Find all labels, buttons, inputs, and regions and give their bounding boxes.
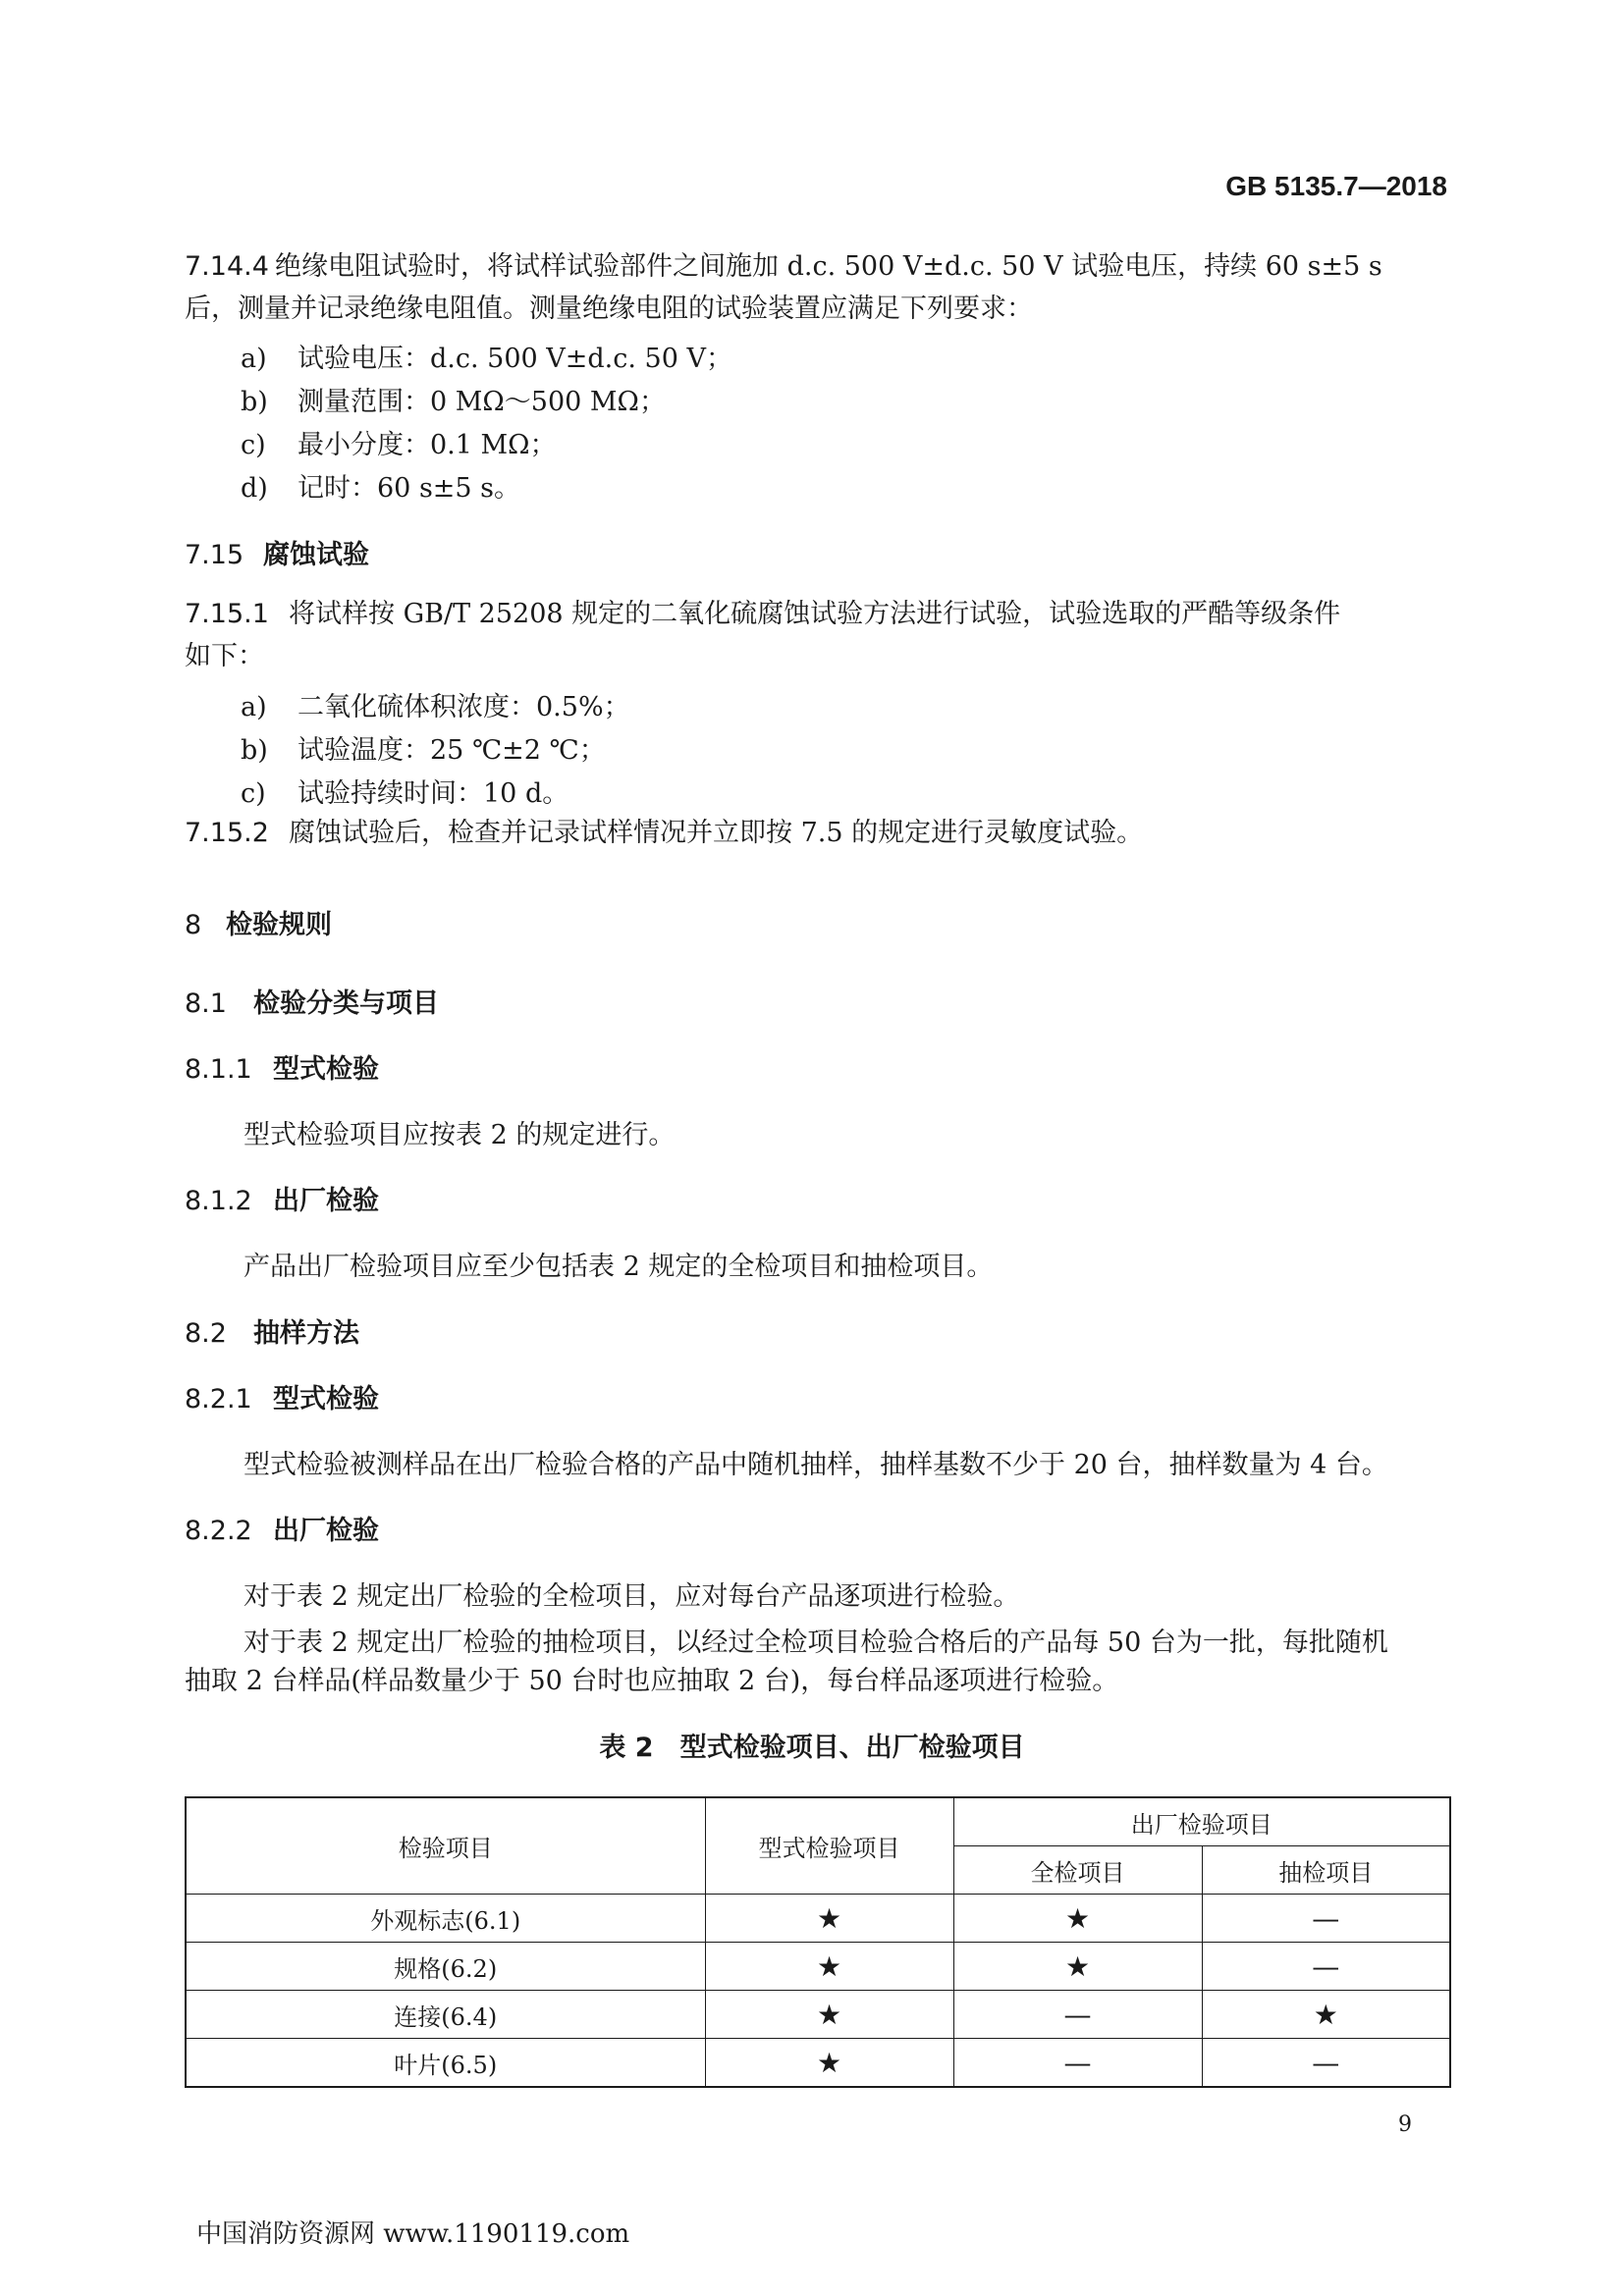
header-inspection-item: 检验项目 [186, 1797, 705, 1895]
heading-number: 8.1.2 [185, 1186, 252, 1216]
paragraph-8-1-2: 产品出厂检验项目应至少包括表 2 规定的全检项目和抽检项目。 [244, 1252, 994, 1282]
cell-full: — [953, 2039, 1202, 2088]
heading-8-2 [185, 1311, 359, 1350]
cell-full: ★ [953, 1895, 1202, 1943]
heading-8-1 [185, 982, 439, 1020]
footer-watermark: 中国消防资源网 www.1190119.com [196, 2219, 630, 2249]
heading-number: 8 [185, 910, 202, 940]
cell-sample: ★ [1202, 1991, 1450, 2039]
list-text: 测量范围：0 MΩ～500 MΩ； [298, 387, 666, 417]
cell-type: ★ [705, 2039, 953, 2088]
paragraph-8-2-1: 型式检验被测样品在出厂检验合格的产品中随机抽样，抽样基数不少于 20 台，抽样数量为 4 台。 [244, 1450, 1388, 1480]
header-full-inspection: 全检项目 [953, 1846, 1202, 1895]
table-row [186, 1895, 1450, 1943]
list-text: 最小分度：0.1 MΩ； [298, 430, 557, 460]
cell-item: 外观标志(6.1) [186, 1895, 705, 1943]
cell-sample: — [1202, 2039, 1450, 2088]
heading-title: 型式检验 [273, 1384, 379, 1415]
list-label: a) [241, 344, 267, 374]
cell-sample: — [1202, 1943, 1450, 1991]
table-row [186, 1991, 1450, 2039]
clause-number: 7.15.1 [185, 599, 269, 629]
cell-type: ★ [705, 1895, 953, 1943]
cell-item: 连接(6.4) [186, 1991, 705, 2039]
paragraph-7-14-4-line2: 后，测量并记录绝缘电阻值。测量绝缘电阻的试验装置应满足下列要求： [185, 294, 1033, 324]
cell-item: 叶片(6.5) [186, 2039, 705, 2088]
heading-title: 检验分类与项目 [253, 988, 439, 1019]
heading-number: 8.2.1 [185, 1384, 252, 1415]
table-row [186, 1943, 1450, 1991]
heading-title: 出厂检验 [273, 1516, 379, 1546]
list-item [241, 685, 630, 723]
list-text: 试验电压：d.c. 500 V±d.c. 50 V； [298, 344, 732, 374]
heading-8-2-2 [185, 1509, 379, 1547]
header-factory-test: 出厂检验项目 [953, 1797, 1450, 1846]
heading-8 [185, 903, 332, 941]
list-label: c) [241, 778, 266, 809]
header-sample-inspection: 抽检项目 [1202, 1846, 1450, 1895]
paragraph-8-1-1: 型式检验项目应按表 2 的规定进行。 [244, 1120, 676, 1150]
heading-8-2-1 [185, 1377, 379, 1415]
header-type-test: 型式检验项目 [705, 1797, 953, 1895]
paragraph-7-15-1-line1 [185, 596, 1340, 633]
list-label: c) [241, 430, 266, 460]
paragraph-8-2-2-b-line2: 抽取 2 台样品(样品数量少于 50 台时也应抽取 2 台)，每台样品逐项进行检验。 [185, 1666, 1119, 1696]
list-text: 记时：60 s±5 s。 [298, 473, 521, 504]
list-item [241, 380, 666, 418]
clause-text: 将试样按 GB/T 25208 规定的二氧化硫腐蚀试验方法进行试验，试验选取的严酷等级条件 [289, 599, 1341, 629]
heading-8-1-1 [185, 1047, 379, 1086]
paragraph-7-15-2 [185, 815, 1143, 852]
heading-number: 8.1 [185, 988, 227, 1019]
paragraph-7-15-1-line2: 如下： [185, 641, 264, 671]
cell-full: ★ [953, 1943, 1202, 1991]
list-item [241, 466, 520, 505]
heading-title: 检验规则 [226, 910, 332, 940]
list-text: 二氧化硫体积浓度：0.5%； [298, 692, 630, 722]
list-item [241, 423, 557, 461]
heading-number: 8.2.2 [185, 1516, 252, 1546]
heading-number: 7.15 [185, 540, 244, 570]
list-item [241, 772, 568, 810]
heading-7-15 [185, 533, 369, 571]
list-item [241, 337, 732, 375]
table-caption: 表 2 型式检验项目、出厂检验项目 [599, 1733, 1025, 1763]
list-item [241, 728, 606, 767]
heading-title: 抽样方法 [253, 1318, 359, 1349]
list-label: b) [241, 387, 268, 417]
heading-title: 型式检验 [273, 1054, 379, 1085]
heading-title: 出厂检验 [273, 1186, 379, 1216]
list-label: d) [241, 473, 268, 504]
paragraph-8-2-2-a: 对于表 2 规定出厂检验的全检项目，应对每台产品逐项进行检验。 [244, 1581, 1020, 1612]
heading-number: 8.1.1 [185, 1054, 252, 1085]
heading-title: 腐蚀试验 [263, 540, 369, 570]
clause-text: 绝缘电阻试验时，将试样试验部件之间施加 d.c. 500 V±d.c. 50 V 试验电压，持续 60 s±5 s [275, 251, 1382, 282]
cell-item: 规格(6.2) [186, 1943, 705, 1991]
clause-text: 腐蚀试验后，检查并记录试样情况并立即按 7.5 的规定进行灵敏度试验。 [289, 818, 1144, 848]
list-label: a) [241, 692, 267, 722]
clause-number: 7.15.2 [185, 818, 269, 848]
standard-number: GB 5135.7—2018 [1225, 171, 1447, 201]
list-text: 试验持续时间：10 d。 [298, 778, 569, 809]
cell-type: ★ [705, 1943, 953, 1991]
list-text: 试验温度：25 ℃±2 ℃； [298, 735, 606, 766]
paragraph-8-2-2-b-line1: 对于表 2 规定出厂检验的抽检项目，以经过全检项目检验合格后的产品每 50 台为一批，每批随机 [244, 1628, 1388, 1658]
heading-8-1-2 [185, 1179, 379, 1217]
table-row [186, 2039, 1450, 2088]
inspection-table [185, 1796, 1451, 2088]
heading-number: 8.2 [185, 1318, 227, 1349]
clause-number: 7.14.4 [185, 251, 269, 282]
cell-full: — [953, 1991, 1202, 2039]
paragraph-7-14-4-line1 [185, 248, 1382, 286]
page-number: 9 [1398, 2112, 1412, 2137]
cell-sample: — [1202, 1895, 1450, 1943]
cell-type: ★ [705, 1991, 953, 2039]
list-label: b) [241, 735, 268, 766]
